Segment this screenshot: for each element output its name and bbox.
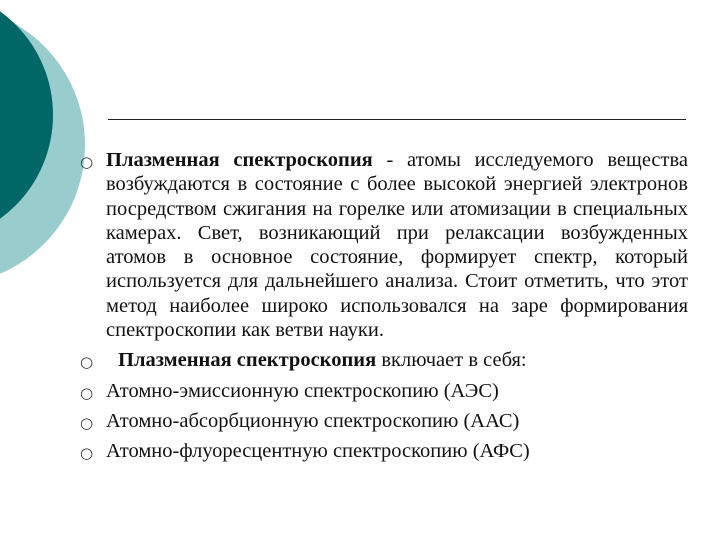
paragraph-text: - атомы исследуемого вещества возбуждаются в состояние с более высокой энергией электронов посредством сжигания на горелке или атомизации в специальных камерах. Свет, возникающий при релаксации возбужденных атомов в основное состояние, формирует спектр, который используется для дальнейшего анализа. Стоит отметить, что этот метод наиболее широко использовался на заре формирования спектроскопии как ветви науки. (106, 149, 688, 342)
circle-bullet-icon: ○ (80, 153, 94, 171)
slide-body (80, 148, 688, 464)
circle-bullet-icon: ○ (80, 353, 94, 372)
list-item-text: Атомно-абсорбционную спектроскопию (ААС) (106, 409, 520, 432)
term-bold: Плазменная спектроскопия (106, 149, 373, 171)
list-item-text: Атомно-эмиссионную спектроскопию (АЭС) (106, 379, 499, 402)
list-item (80, 148, 688, 342)
term-bold: Плазменная спектроскопия (118, 349, 377, 372)
circle-bullet-icon: ○ (80, 444, 94, 463)
list-item (80, 409, 688, 433)
list-item-text: Атомно-флуоресцентную спектроскопию (АФС) (106, 440, 530, 463)
paragraph-text: включает в себя: (376, 349, 527, 372)
circle-bullet-icon: ○ (80, 413, 94, 432)
list-item (80, 439, 688, 463)
list-item (80, 348, 688, 372)
list-item (80, 379, 688, 403)
circle-bullet-icon: ○ (80, 383, 94, 402)
title-divider (108, 119, 686, 120)
